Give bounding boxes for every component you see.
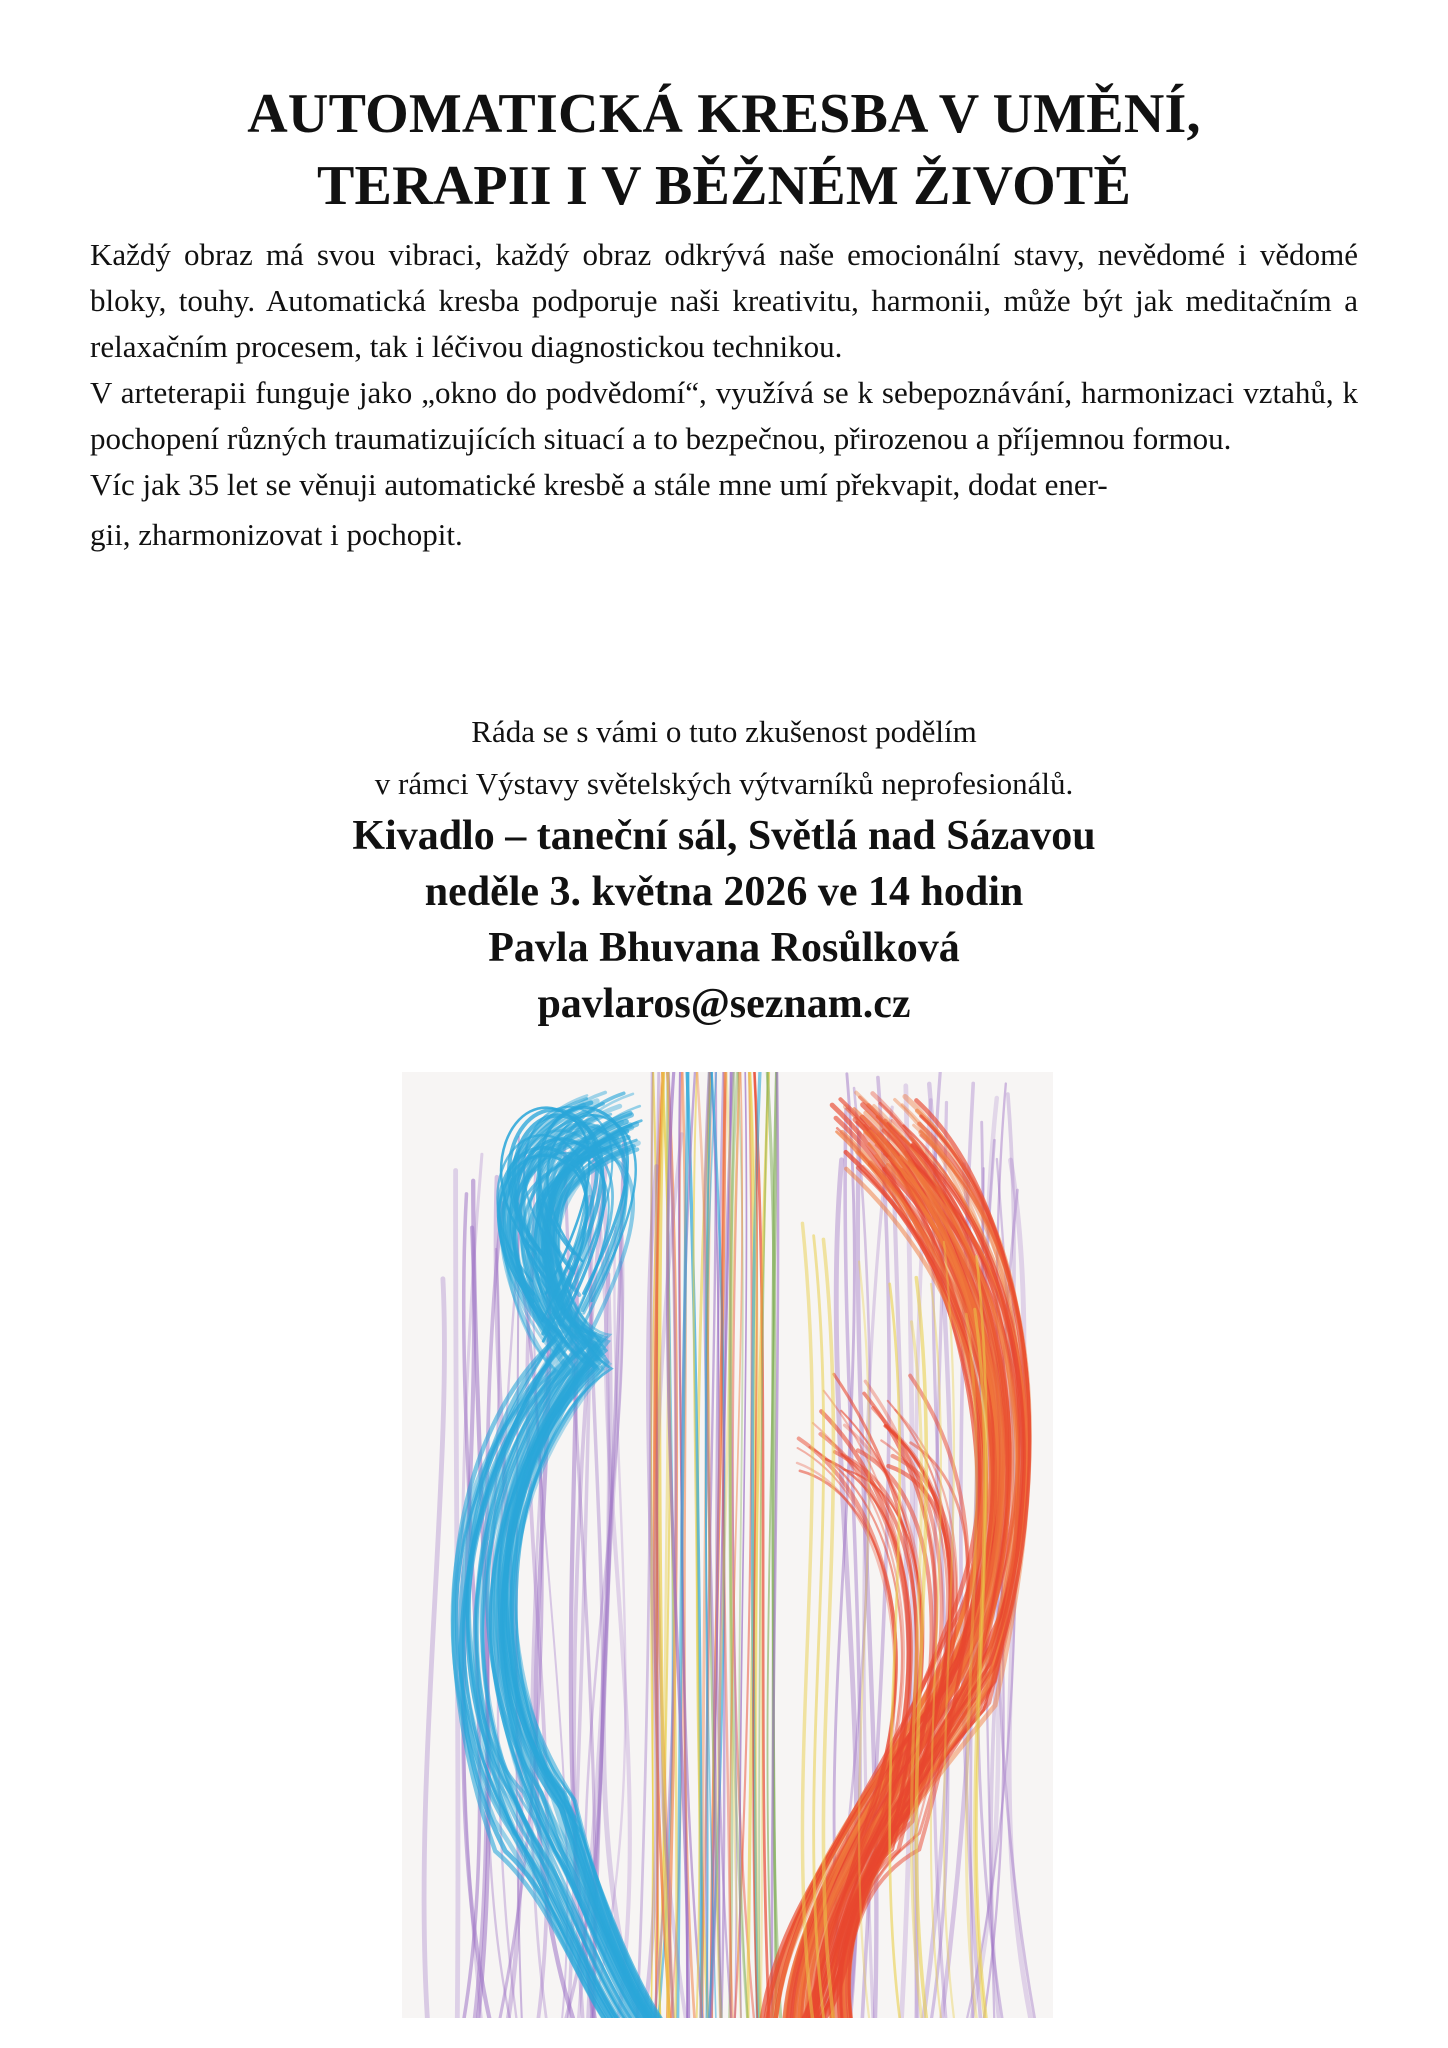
- event-venue: Kivadlo – taneční sál, Světlá nad Sázavou: [352, 813, 1096, 859]
- paragraph-1: Každý obraz má svou vibraci, každý obraz odkrývá naše emocionální stavy, nevědomé i vědomé bloky, touhy. Automatická kresba podporuje naši kreativitu, harmonii, může být jak meditačním a relaxačním procesem, tak i léčivou diagnostickou technikou.: [90, 237, 1358, 364]
- invitation-line-2: v rámci Výstavy světelských výtvarníků neprofesionálů.: [374, 766, 1074, 801]
- page-title: [0, 78, 1448, 222]
- event-email: pavlaros@seznam.cz: [537, 981, 911, 1027]
- yellow-stroke: [890, 1284, 900, 2018]
- paragraph-2: V arteterapii funguje jako „okno do podvědomí“, využívá se k sebepoznávání, harmonizaci vztahů, k pochopení různých traumatizujících situací a to bezpečnou, přirozenou a příjemnou formou.: [90, 375, 1358, 456]
- artwork-canvas: [402, 1072, 1053, 2018]
- body-text: [90, 232, 1358, 562]
- paragraph-3: [90, 462, 1358, 562]
- title-line-2: TERAPII I V BĚŽNÉM ŽIVOTĚ: [316, 155, 1132, 217]
- invitation: [0, 706, 1448, 810]
- automatic-drawing-artwork: [402, 1072, 1053, 2018]
- paragraph-3-line-2: gii, zharmonizovat i pochopit.: [90, 517, 463, 552]
- invitation-line-1: Ráda se s vámi o tuto zkušenost podělím: [471, 714, 977, 749]
- violet-stroke: [424, 1279, 444, 2018]
- event-datetime: neděle 3. května 2026 ve 14 hodin: [424, 869, 1024, 915]
- title-line-1: AUTOMATICKÁ KRESBA V UMĚNÍ,: [247, 83, 1201, 145]
- paragraph-3-line-1: Víc jak 35 let se věnuji automatické kresbě a stále mne umí překvapit, dodat ener-: [90, 467, 1108, 502]
- event-details: [0, 808, 1448, 1032]
- event-author: Pavla Bhuvana Rosůlková: [488, 925, 960, 971]
